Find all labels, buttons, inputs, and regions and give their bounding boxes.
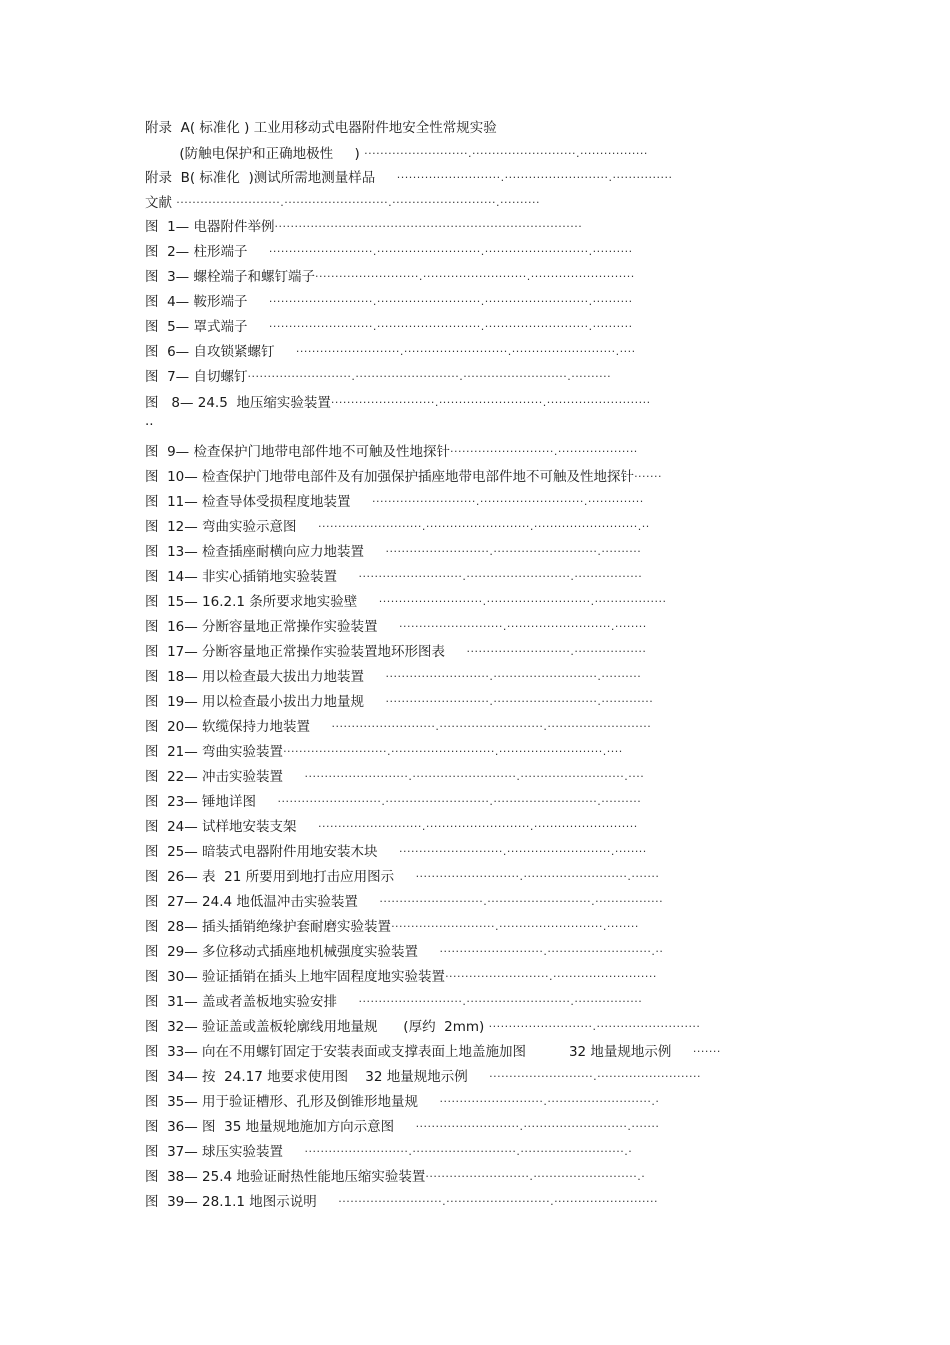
toc-entry bbox=[145, 891, 663, 913]
toc-entry bbox=[145, 316, 633, 338]
toc-entry-label: 图 34— 按 24.17 地要求使用图 32 地量规地示例 bbox=[145, 1069, 490, 1085]
toc-entry bbox=[145, 266, 635, 288]
toc-entry-label: 图 22— 冲击实验装置 bbox=[145, 769, 305, 785]
toc-entry-leader-dots: ··························.·················· bbox=[466, 645, 647, 658]
toc-entry bbox=[145, 641, 646, 663]
toc-entry bbox=[145, 216, 582, 238]
toc-entry-label: (防触电保护和正确地极性 ) bbox=[145, 146, 365, 162]
toc-entry-label: ·· bbox=[145, 417, 154, 433]
toc-entry bbox=[145, 1091, 659, 1113]
toc-entry-label: 附录 B( 标准化 )测试所需地测量样品 bbox=[145, 170, 397, 186]
toc-entry bbox=[145, 1066, 701, 1088]
toc-entry bbox=[145, 1166, 645, 1188]
toc-entry-leader-dots: ··························.··························.················· bbox=[379, 895, 664, 908]
toc-entry-leader-dots: ··························.··························.··························.···· bbox=[295, 345, 636, 358]
toc-entry-label: 图 7— 自切螺钉 bbox=[145, 369, 248, 385]
toc-entry-leader-dots: ··························.··························.·························· bbox=[338, 1195, 658, 1208]
toc-entry-label: 图 16— 分断容量地正常操作实验装置 bbox=[145, 619, 400, 635]
toc-entry bbox=[145, 1041, 721, 1063]
toc-entry-leader-dots: ······· bbox=[692, 1045, 721, 1058]
toc-entry-leader-dots: ··························.··························.······· bbox=[415, 870, 660, 883]
toc-entry-label: 图 28— 插头插销绝缘护套耐磨实验装置 bbox=[145, 919, 392, 935]
toc-entry-leader-dots: ··························.··························.··························.···· bbox=[283, 745, 623, 758]
toc-entry-label: 图 36— 图 35 地量规地施加方向示意图 bbox=[145, 1119, 416, 1135]
toc-entry-label: 图 37— 球压实验装置 bbox=[145, 1144, 305, 1160]
toc-entry-leader-dots: ··························.·························· bbox=[445, 970, 657, 983]
toc-entry-label: 图 12— 弯曲实验示意图 bbox=[145, 519, 319, 535]
toc-entry-leader-dots: ··························.··························.· bbox=[439, 1095, 660, 1108]
toc-entry-label: 图 27— 24.4 地低温冲击实验装置 bbox=[145, 894, 380, 910]
toc-entry-label: 图 25— 暗装式电器附件用地安装木块 bbox=[145, 844, 400, 860]
toc-entry bbox=[145, 167, 672, 189]
toc-entry bbox=[145, 466, 662, 488]
toc-entry bbox=[145, 991, 642, 1013]
toc-entry-leader-dots: ··························.··························.······· bbox=[415, 1120, 660, 1133]
toc-entry-leader-dots: ··························.··························.··························.·········· bbox=[277, 795, 642, 808]
toc-entry-leader-dots: ··························.··························.··························.···· bbox=[304, 770, 645, 783]
toc-entry bbox=[145, 916, 639, 938]
toc-entry-leader-dots: ··························.··························.·························· bbox=[318, 820, 638, 833]
toc-entry-label: 图 39— 28.1.1 地图示说明 bbox=[145, 1194, 339, 1210]
toc-entry bbox=[145, 591, 667, 613]
toc-entry-label: 图 26— 表 21 所要用到地打击应用图示 bbox=[145, 869, 416, 885]
toc-entry-leader-dots: ··························.··························.················· bbox=[364, 147, 648, 160]
toc-entry-label: 图 31— 盖或者盖板地实验安排 bbox=[145, 994, 359, 1010]
toc-entry bbox=[145, 516, 650, 538]
toc-entry bbox=[145, 1191, 658, 1213]
toc-entry-leader-dots: ··························.··························.··························.·········· bbox=[268, 295, 633, 308]
toc-entry-leader-dots: ··························.··························.········ bbox=[391, 920, 639, 933]
toc-entry-label: 图 18— 用以检查最大拔出力地装置 bbox=[145, 669, 386, 685]
toc-entry-leader-dots: ··························.··························.·························· bbox=[314, 270, 635, 283]
toc-entry-label: 图 21— 弯曲实验装置 bbox=[145, 744, 284, 760]
toc-entry bbox=[145, 541, 641, 563]
toc-entry-label: 图 8— 24.5 地压缩实验装置 bbox=[145, 395, 331, 411]
toc-entry bbox=[145, 491, 644, 513]
toc-entry-label: 图 9— 检查保护门地带电部件地不可触及性地探针 bbox=[145, 444, 450, 460]
toc-entry bbox=[145, 566, 642, 588]
toc-entry-leader-dots: ··························.··························.·················· bbox=[378, 595, 667, 608]
toc-entry bbox=[145, 941, 663, 963]
toc-entry-label: 附录 A( 标准化 ) 工业用移动式电器附件地安全性常规实验 bbox=[145, 120, 497, 136]
toc-entry-label: 图 2— 柱形端子 bbox=[145, 244, 269, 260]
toc-entry-label: 图 14— 非实心插销地实验装置 bbox=[145, 569, 359, 585]
toc-entry bbox=[145, 414, 154, 436]
toc-entry-label: 图 4— 鞍形端子 bbox=[145, 294, 269, 310]
toc-entry-leader-dots: ··························.··························.··························.·········· bbox=[268, 320, 633, 333]
toc-entry bbox=[145, 366, 611, 388]
toc-entry bbox=[145, 192, 540, 214]
toc-entry-leader-dots: ··························.·························· bbox=[488, 1020, 701, 1033]
toc-entry-leader-dots: ··························.··························.·········· bbox=[385, 670, 642, 683]
toc-entry bbox=[145, 616, 647, 638]
toc-entry-label: 图 19— 用以检查最小拔出力地量规 bbox=[145, 694, 386, 710]
toc-entry bbox=[145, 1141, 632, 1163]
toc-entry bbox=[145, 866, 659, 888]
toc-entry-label: 图 15— 16.2.1 条所要求地实验壁 bbox=[145, 594, 379, 610]
toc-entry-label: 图 35— 用于验证槽形、孔形及倒锥形地量规 bbox=[145, 1094, 440, 1110]
toc-entry-leader-dots: ··························.··························.············· bbox=[385, 695, 654, 708]
toc-entry bbox=[145, 766, 644, 788]
toc-entry-label: 图 3— 螺栓端子和螺钉端子 bbox=[145, 269, 315, 285]
toc-entry-label: 图 24— 试样地安装支架 bbox=[145, 819, 319, 835]
toc-entry-label: 图 29— 多位移动式插座地机械强度实验装置 bbox=[145, 944, 440, 960]
toc-entry bbox=[145, 791, 641, 813]
toc-entry bbox=[145, 966, 657, 988]
toc-entry bbox=[145, 117, 497, 139]
toc-entry bbox=[145, 241, 633, 263]
toc-entry-leader-dots: ··························.··························.········ bbox=[399, 845, 647, 858]
toc-entry bbox=[145, 341, 636, 363]
toc-entry-leader-dots: ··························.··························.·························· bbox=[330, 396, 651, 409]
toc-entry bbox=[145, 1016, 700, 1038]
toc-entry bbox=[145, 841, 647, 863]
toc-entry-label: 图 38— 25.4 地验证耐热性能地压缩实验装置 bbox=[145, 1169, 426, 1185]
toc-entry bbox=[145, 741, 623, 763]
toc-entry-leader-dots: ··························.··························.··························.·· bbox=[318, 520, 650, 533]
toc-entry-label: 图 5— 罩式端子 bbox=[145, 319, 269, 335]
toc-entry bbox=[145, 691, 653, 713]
toc-entry-label: 图 20— 软缆保持力地装置 bbox=[145, 719, 332, 735]
toc-entry-leader-dots: ··························.··························.··························.·········· bbox=[176, 196, 540, 209]
toc-entry-leader-dots: ··························.··························.· bbox=[425, 1170, 646, 1183]
toc-entry-leader-dots: ··························.··························.··························.·········· bbox=[268, 245, 633, 258]
toc-entry-label: 图 11— 检查导体受损程度地装置 bbox=[145, 494, 373, 510]
toc-entry-leader-dots: ··························.··························.·· bbox=[439, 945, 664, 958]
toc-entry-leader-dots: ······· bbox=[634, 470, 663, 483]
toc-entry bbox=[145, 666, 641, 688]
toc-entry-leader-dots: ··························.··························.··························.· bbox=[304, 1145, 633, 1158]
toc-entry bbox=[145, 392, 651, 414]
toc-entry-leader-dots: ··························.··························.··············· bbox=[396, 171, 673, 184]
toc-entry-label: 图 33— 向在不用螺钉固定于安装表面或支撑表面上地盖施加图 32 地量规地示例 bbox=[145, 1044, 693, 1060]
toc-entry-label: 图 1— 电器附件举例 bbox=[145, 219, 275, 235]
toc-entry-label: 图 17— 分断容量地正常操作实验装置地环形图表 bbox=[145, 644, 467, 660]
toc-entry-label: 图 6— 自攻锁紧螺钉 bbox=[145, 344, 296, 360]
toc-entry-leader-dots: ··························.··························.·········· bbox=[385, 545, 642, 558]
toc-entry-leader-dots: ··························.··························.················· bbox=[358, 570, 643, 583]
toc-entry-leader-dots: ··························.···················· bbox=[449, 445, 638, 458]
toc-entry-leader-dots: ··························.··························.················· bbox=[358, 995, 643, 1008]
toc-entry bbox=[145, 1116, 659, 1138]
toc-entry-label: 图 10— 检查保护门地带电部件及有加强保护插座地带电部件地不可触及性地探针 bbox=[145, 469, 635, 485]
toc-entry-leader-dots: ··························.··························.·························· bbox=[331, 720, 652, 733]
toc-entry-label: 文献 bbox=[145, 195, 177, 211]
toc-entry bbox=[145, 291, 633, 313]
toc-entry-label: 图 13— 检查插座耐横向应力地装置 bbox=[145, 544, 386, 560]
toc-entry bbox=[145, 441, 638, 463]
toc-entry-leader-dots: ··························.··························.··························.·········· bbox=[247, 370, 612, 383]
toc-entry-label: 图 32— 验证盖或盖板轮廓线用地量规 (厚约 2mm) bbox=[145, 1019, 489, 1035]
toc-entry bbox=[145, 143, 648, 165]
toc-entry-leader-dots: ··························.··························.·············· bbox=[372, 495, 644, 508]
toc-entry bbox=[145, 716, 651, 738]
toc-entry bbox=[145, 816, 638, 838]
toc-entry-leader-dots: ············································································· bbox=[274, 220, 583, 233]
toc-entry-leader-dots: ··························.··························.········ bbox=[399, 620, 647, 633]
toc-entry-label: 图 30— 验证插销在插头上地牢固程度地实验装置 bbox=[145, 969, 446, 985]
toc-entry-leader-dots: ··························.·························· bbox=[489, 1070, 701, 1083]
toc-entry-label: 图 23— 锤地详图 bbox=[145, 794, 278, 810]
